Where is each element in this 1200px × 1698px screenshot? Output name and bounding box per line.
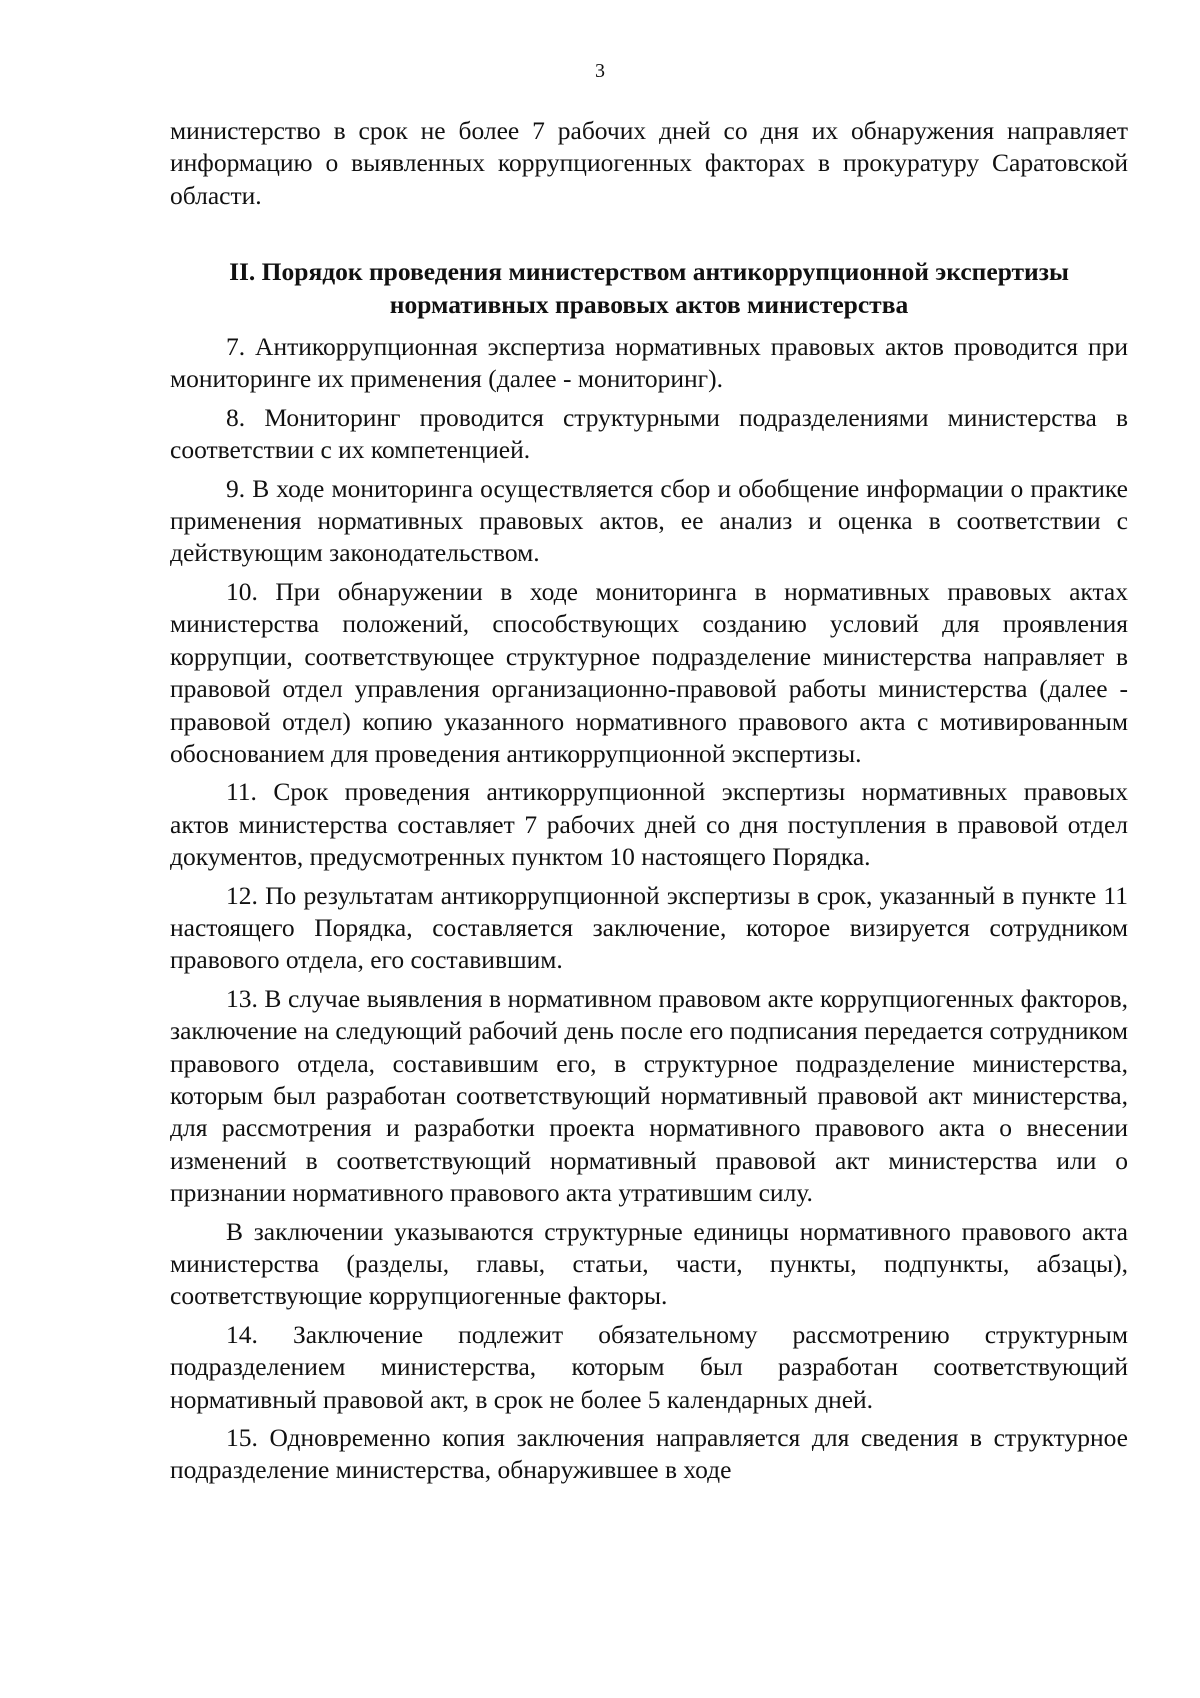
paragraph-14: 14. Заключение подлежит обязательному рассмотрению структурным подразделением министерства, которым был разработан соответствующий нормативный правовой акт, в срок не более 5 календарных дней. <box>170 1319 1128 1414</box>
paragraph-8: 8. Мониторинг проводится структурными подразделениями министерства в соответствии с их компетенцией. <box>170 402 1128 465</box>
section-heading <box>170 256 1128 321</box>
paragraph-9: 9. В ходе мониторинга осуществляется сбор и обобщение информации о практике применения нормативных правовых актов, ее анализ и оценка в соответствии с действующим законодательством. <box>170 473 1128 568</box>
paragraph-15: 15. Одновременно копия заключения направляется для сведения в структурное подразделение министерства, обнаружившее в ходе <box>170 1423 1128 1485</box>
page-number: 3 <box>595 60 605 82</box>
section-heading-line-2: нормативных правовых актов министерства <box>389 289 909 319</box>
paragraph-7: 7. Антикоррупционная экспертиза нормативных правовых актов проводится при мониторинге их применения (далее - мониторинг). <box>170 332 1128 394</box>
paragraph-10: 10. При обнаружении в ходе мониторинга в нормативных правовых актах министерства положений, способствующих созданию условий для проявления коррупции, соответствующее структурное подразделение министерства направляет в правовой отдел управления организационно-правовой работы министерства (далее - правовой отдел) копию указанного нормативного правового акта с мотивированным обоснованием для проведения антикоррупционной экспертизы. <box>170 576 1128 768</box>
section-heading-line-1: II. Порядок проведения министерством антикоррупционной экспертизы <box>229 257 1069 287</box>
paragraph-12: 12. По результатам антикоррупционной экспертизы в срок, указанный в пункте 11 настоящего Порядка, составляется заключение, которое визируется сотрудником правового отдела, его составившим. <box>170 880 1128 975</box>
paragraph-13-continuation: В заключении указываются структурные единицы нормативного правового акта министерства (разделы, главы, статьи, части, пункты, подпункты, абзацы), соответствующие коррупциогенные факторы. <box>170 1216 1128 1311</box>
paragraph-continuation: министерство в срок не более 7 рабочих дней со дня их обнаружения направляет информацию о выявленных коррупциогенных факторах в прокуратуру Саратовской области. <box>170 116 1128 210</box>
paragraph-13: 13. В случае выявления в нормативном правовом акте коррупциогенных факторов, заключение на следующий рабочий день после его подписания передается сотрудником правового отдела, составившим его, в структурное подразделение министерства, которым был разработан соответствующий нормативный правовой акт министерства, для рассмотрения и разработки проекта нормативного правового акта о внесении изменений в соответствующий нормативный правовой акт министерства или о признании нормативного правового акта утратившим силу. <box>170 983 1128 1208</box>
document-body <box>170 115 1128 1487</box>
paragraph-11: 11. Срок проведения антикоррупционной экспертизы нормативных правовых актов министерства составляет 7 рабочих дней со дня поступления в правовой отдел документов, предусмотренных пунктом 10 настоящего Порядка. <box>170 777 1128 872</box>
